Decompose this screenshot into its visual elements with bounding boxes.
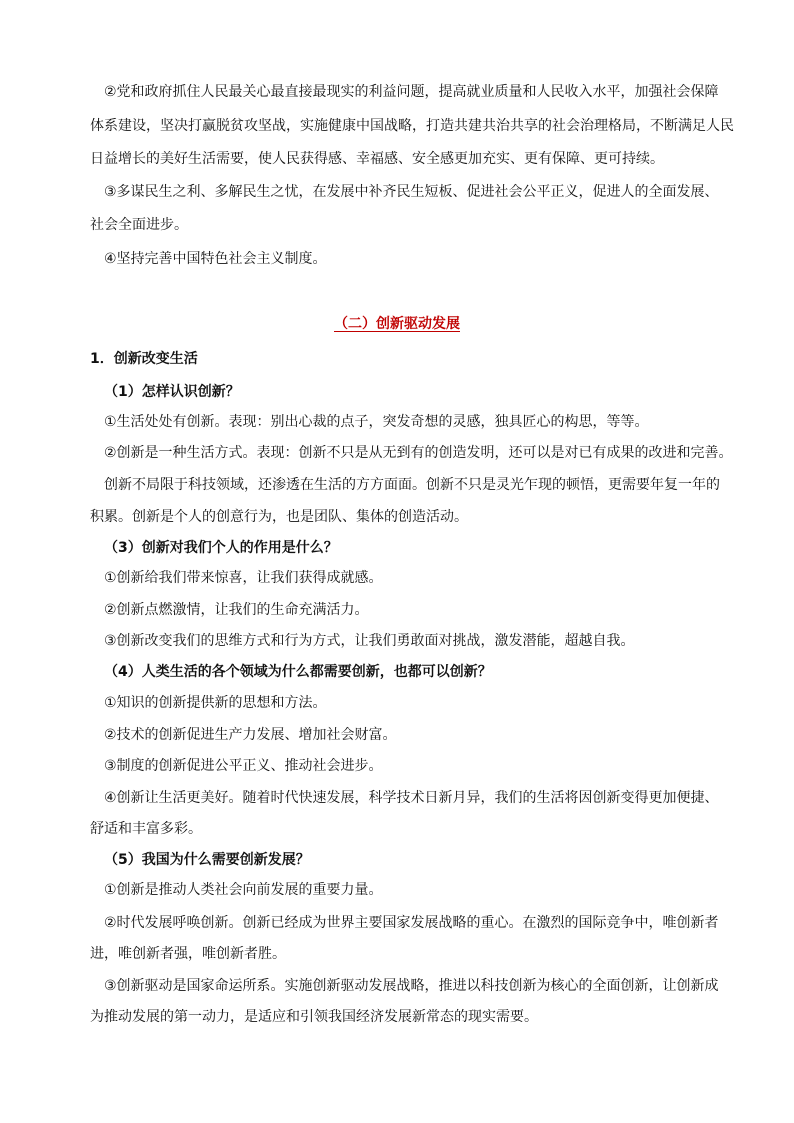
paragraph-line: ②党和政府抓住人民最关心最直接最现实的利益问题，提高就业质量和人民收入水平，加强社会保障 [104, 84, 719, 100]
paragraph-line: ①创新给我们带来惊喜，让我们获得成就感。 [104, 570, 383, 586]
paragraph-line: 积累。创新是个人的创意行为，也是团队、集体的创造活动。 [90, 509, 468, 525]
question-3-title: （3）创新对我们个人的作用是什么？ [104, 540, 338, 556]
paragraph-line: 为推动发展的第一动力，是适应和引领我国经济发展新常态的现实需要。 [90, 1009, 538, 1025]
paragraph-line: ③制度的创新促进公平正义、推动社会进步。 [104, 758, 383, 774]
heading-1: 1．创新改变生活 [90, 351, 198, 367]
paragraph-line: 体系建设，坚决打赢脱贫攻坚战，实施健康中国战略，打造共建共治共享的社会治理格局，不断满足人民 [90, 118, 734, 134]
section-title [0, 312, 794, 336]
paragraph-line: 社会全面进步。 [90, 217, 188, 233]
paragraph-line: ②创新是一种生活方式。表现：创新不只是从无到有的创造发明，还可以是对已有成果的改进和完善。 [104, 445, 733, 461]
question-5-title: （5）我国为什么需要创新发展？ [104, 852, 310, 868]
paragraph-line: ③创新驱动是国家命运所系。实施创新驱动发展战略，推进以科技创新为核心的全面创新，让创新成 [104, 978, 719, 994]
paragraph-line: 进，唯创新者强，唯创新者胜。 [90, 946, 286, 962]
paragraph-line: ②技术的创新促进生产力发展、增加社会财富。 [104, 727, 397, 743]
section-title-text: （二）创新驱动发展 [334, 316, 460, 332]
paragraph-line: ③多谋民生之利、多解民生之忧，在发展中补齐民生短板、促进社会公平正义，促进人的全面发展、 [104, 184, 719, 200]
paragraph-line: 舒适和丰富多彩。 [90, 821, 202, 837]
paragraph-line: ①生活处处有创新。表现：别出心裁的点子，突发奇想的灵感，独具匠心的构思，等等。 [104, 414, 649, 430]
question-4-title: （4）人类生活的各个领域为什么都需要创新，也都可以创新？ [104, 664, 492, 680]
paragraph-line: ②时代发展呼唤创新。创新已经成为世界主要国家发展战略的重心。在激烈的国际竞争中，唯创新者 [104, 915, 719, 931]
paragraph-line: ①创新是推动人类社会向前发展的重要力量。 [104, 882, 383, 898]
paragraph-line: 创新不局限于科技领域，还渗透在生活的方方面面。创新不只是灵光乍现的顿悟，更需要年复一年的 [104, 477, 720, 493]
paragraph-line: ①知识的创新提供新的思想和方法。 [104, 695, 327, 711]
paragraph-line: ④坚持完善中国特色社会主义制度。 [104, 251, 327, 267]
paragraph-line: 日益增长的美好生活需要，使人民获得感、幸福感、安全感更加充实、更有保障、更可持续。 [90, 151, 664, 167]
paragraph-line: ②创新点燃激情，让我们的生命充满活力。 [104, 602, 369, 618]
paragraph-line: ④创新让生活更美好。随着时代快速发展，科学技术日新月异，我们的生活将因创新变得更加便捷、 [104, 790, 719, 806]
question-1-title: （1）怎样认识创新？ [104, 384, 240, 400]
paragraph-line: ③创新改变我们的思维方式和行为方式，让我们勇敢面对挑战，激发潜能，超越自我。 [104, 633, 635, 649]
